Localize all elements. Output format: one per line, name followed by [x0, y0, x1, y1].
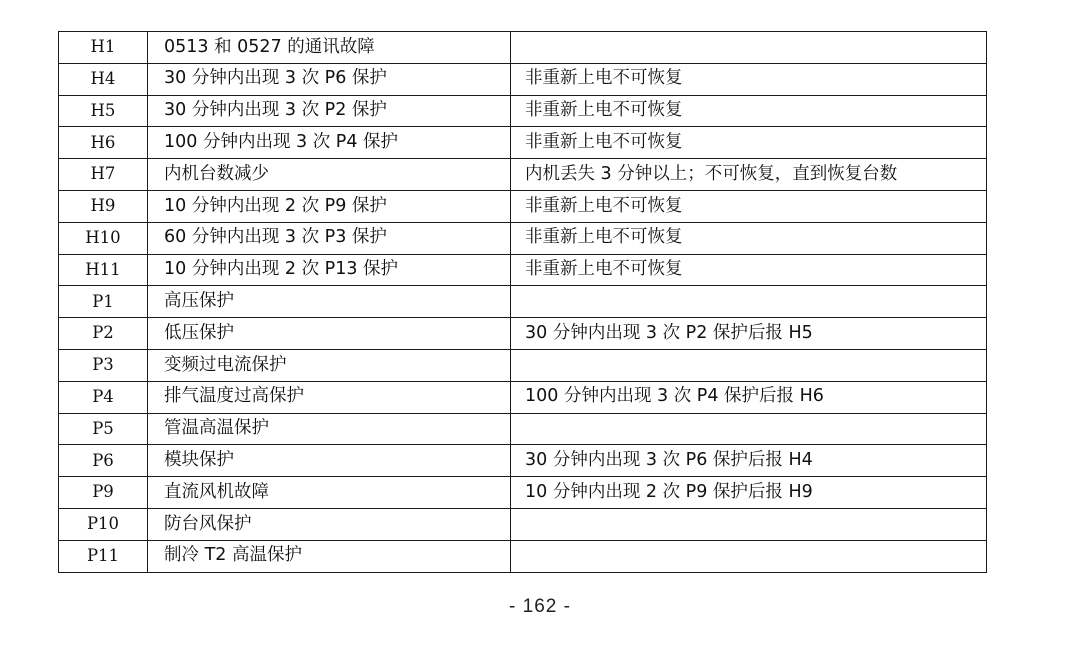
fault-code-cell: H4 [59, 63, 148, 95]
fault-description-cell: 高压保护 [148, 286, 511, 318]
fault-code-cell: P10 [59, 508, 148, 540]
fault-code-cell: P4 [59, 381, 148, 413]
table-row [59, 318, 987, 350]
table-row [59, 190, 987, 222]
fault-description-cell: 60 分钟内出现 3 次 P3 保护 [148, 222, 511, 254]
table-row [59, 508, 987, 540]
fault-code-cell: H7 [59, 159, 148, 191]
table-row [59, 63, 987, 95]
fault-code-cell: H11 [59, 254, 148, 286]
fault-note-cell: 非重新上电不可恢复 [511, 63, 987, 95]
fault-description-cell: 100 分钟内出现 3 次 P4 保护 [148, 127, 511, 159]
table-row [59, 254, 987, 286]
fault-note-cell: 非重新上电不可恢复 [511, 190, 987, 222]
fault-code-cell: P11 [59, 540, 148, 572]
table-row [59, 413, 987, 445]
fault-note-cell: 10 分钟内出现 2 次 P9 保护后报 H9 [511, 477, 987, 509]
table-row [59, 159, 987, 191]
fault-code-cell: H10 [59, 222, 148, 254]
fault-note-cell: 30 分钟内出现 3 次 P6 保护后报 H4 [511, 445, 987, 477]
table-row [59, 477, 987, 509]
fault-note-cell [511, 508, 987, 540]
table-row [59, 349, 987, 381]
fault-note-cell: 非重新上电不可恢复 [511, 254, 987, 286]
fault-code-cell: H6 [59, 127, 148, 159]
fault-description-cell: 管温高温保护 [148, 413, 511, 445]
table-row [59, 95, 987, 127]
fault-description-cell: 内机台数减少 [148, 159, 511, 191]
fault-description-cell: 变频过电流保护 [148, 349, 511, 381]
fault-code-cell: P1 [59, 286, 148, 318]
fault-description-cell: 制冷 T2 高温保护 [148, 540, 511, 572]
table-row [59, 127, 987, 159]
fault-code-cell: P9 [59, 477, 148, 509]
fault-code-table-body [59, 32, 987, 573]
fault-description-cell: 直流风机故障 [148, 477, 511, 509]
fault-code-table [58, 31, 987, 573]
fault-code-cell: P3 [59, 349, 148, 381]
table-row [59, 286, 987, 318]
fault-note-cell [511, 540, 987, 572]
fault-description-cell: 10 分钟内出现 2 次 P9 保护 [148, 190, 511, 222]
table-row [59, 32, 987, 64]
fault-note-cell: 非重新上电不可恢复 [511, 127, 987, 159]
fault-note-cell [511, 32, 987, 64]
fault-note-cell [511, 286, 987, 318]
table-row [59, 381, 987, 413]
fault-note-cell [511, 349, 987, 381]
fault-note-cell: 30 分钟内出现 3 次 P2 保护后报 H5 [511, 318, 987, 350]
fault-note-cell: 100 分钟内出现 3 次 P4 保护后报 H6 [511, 381, 987, 413]
fault-code-cell: H9 [59, 190, 148, 222]
page-number: - 162 - [509, 596, 571, 617]
fault-code-cell: P2 [59, 318, 148, 350]
table-row [59, 540, 987, 572]
fault-note-cell: 内机丢失 3 分钟以上；不可恢复，直到恢复台数 [511, 159, 987, 191]
fault-code-cell: P6 [59, 445, 148, 477]
fault-note-cell: 非重新上电不可恢复 [511, 95, 987, 127]
fault-code-cell: P5 [59, 413, 148, 445]
fault-note-cell [511, 413, 987, 445]
fault-description-cell: 30 分钟内出现 3 次 P2 保护 [148, 95, 511, 127]
fault-description-cell: 排气温度过高保护 [148, 381, 511, 413]
fault-description-cell: 低压保护 [148, 318, 511, 350]
fault-description-cell: 模块保护 [148, 445, 511, 477]
fault-description-cell: 0513 和 0527 的通讯故障 [148, 32, 511, 64]
fault-code-cell: H5 [59, 95, 148, 127]
fault-description-cell: 防台风保护 [148, 508, 511, 540]
fault-description-cell: 10 分钟内出现 2 次 P13 保护 [148, 254, 511, 286]
fault-note-cell: 非重新上电不可恢复 [511, 222, 987, 254]
fault-code-cell: H1 [59, 32, 148, 64]
fault-description-cell: 30 分钟内出现 3 次 P6 保护 [148, 63, 511, 95]
table-row [59, 445, 987, 477]
table-row [59, 222, 987, 254]
